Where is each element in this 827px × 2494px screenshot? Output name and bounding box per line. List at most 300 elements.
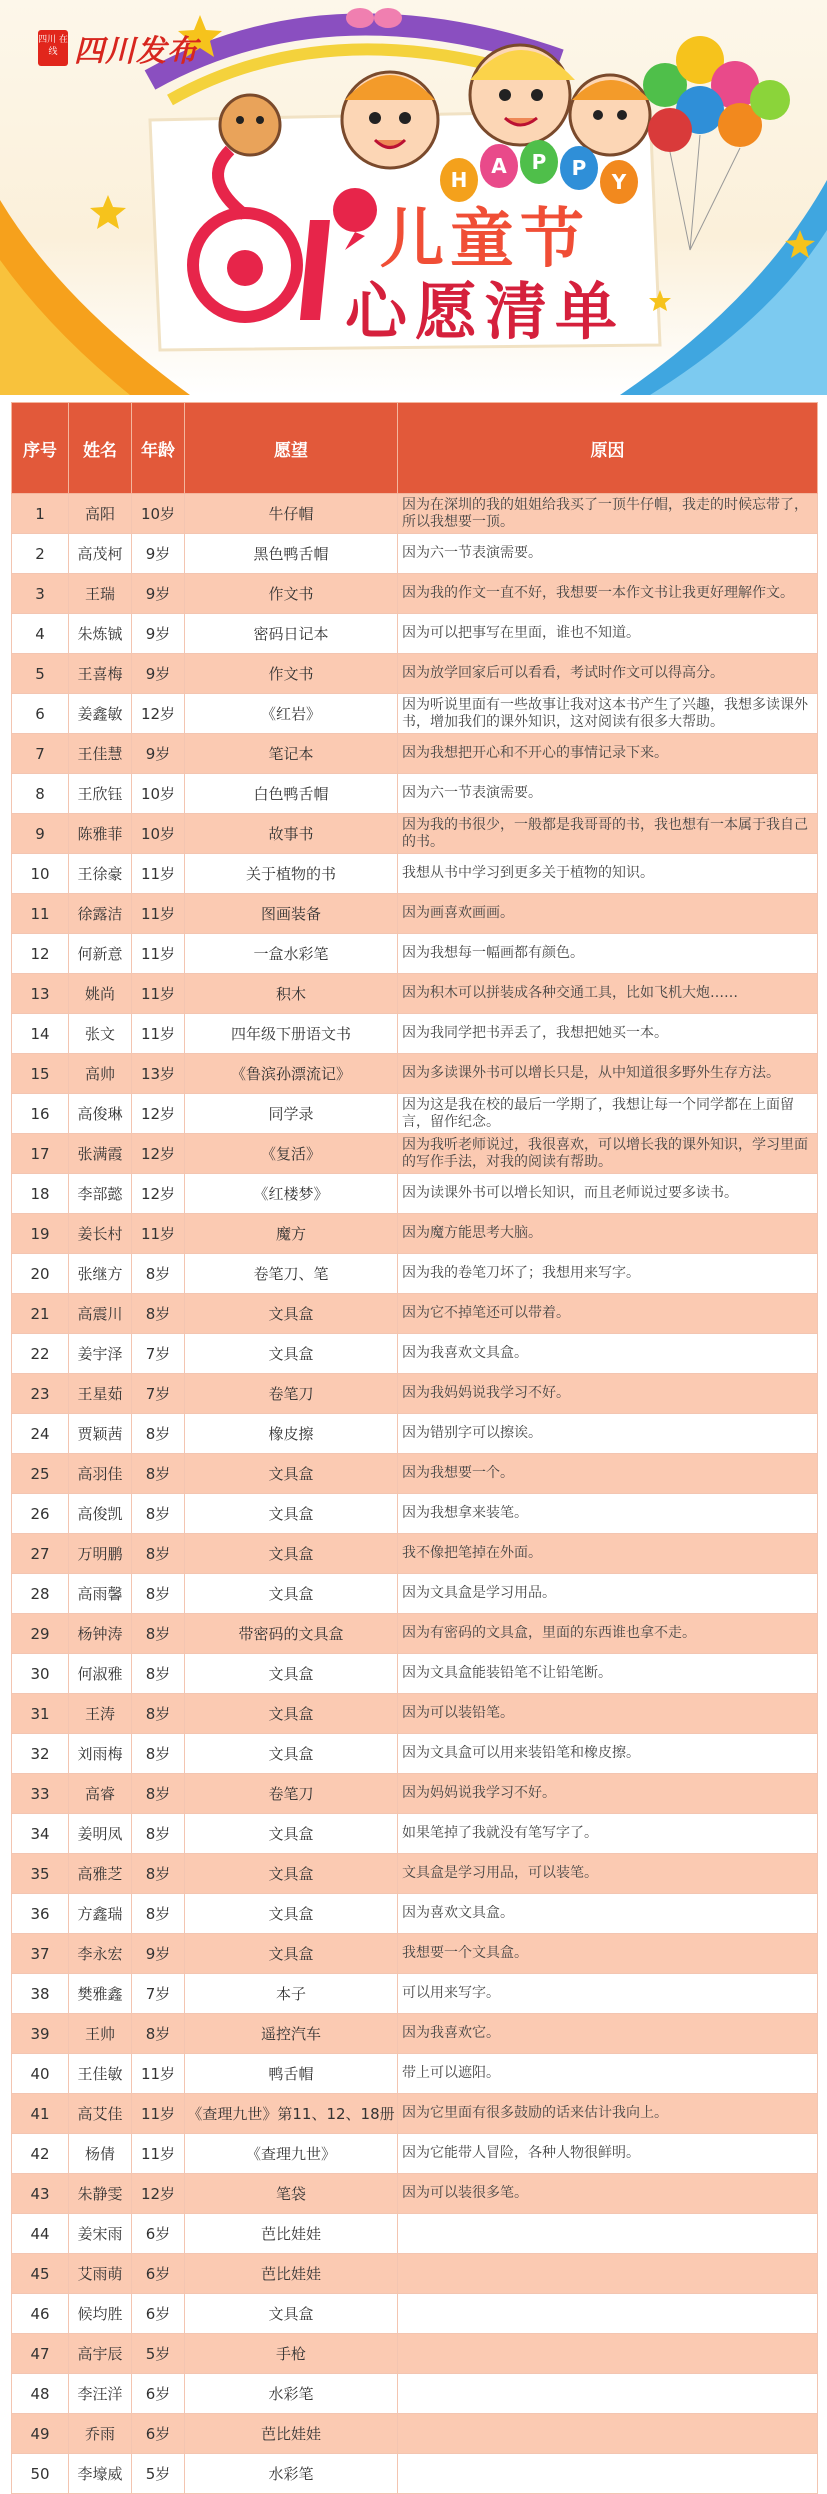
- table-row: [12, 494, 818, 534]
- cell-age: 5岁: [132, 2334, 185, 2374]
- cell-age: 8岁: [132, 1614, 185, 1654]
- cell-name: 高雅芝: [69, 1854, 132, 1894]
- cell-reason: [398, 2374, 818, 2414]
- cell-wish: 鸭舌帽: [185, 2054, 398, 2094]
- cell-age: 11岁: [132, 974, 185, 1014]
- cell-reason: 因为我的书很少，一般都是我哥哥的书，我也想有一本属于我自己的书。: [398, 814, 818, 854]
- cell-wish: 文具盒: [185, 1734, 398, 1774]
- cell-no: 24: [12, 1414, 69, 1454]
- cell-wish: 一盒水彩笔: [185, 934, 398, 974]
- cell-wish: 笔记本: [185, 734, 398, 774]
- cell-name: 何新意: [69, 934, 132, 974]
- cell-reason: 我想要一个文具盒。: [398, 1934, 818, 1974]
- cell-reason: 因为错别字可以擦诶。: [398, 1414, 818, 1454]
- cell-no: 29: [12, 1614, 69, 1654]
- cell-wish: 作文书: [185, 654, 398, 694]
- cell-wish: 《查理九世》第11、12、18册: [185, 2094, 398, 2134]
- cell-no: 35: [12, 1854, 69, 1894]
- column-header-reason: 原因: [398, 403, 818, 494]
- cell-name: 姜长村: [69, 1214, 132, 1254]
- cell-wish: 橡皮擦: [185, 1414, 398, 1454]
- cell-name: 姜明凤: [69, 1814, 132, 1854]
- table-row: [12, 1334, 818, 1374]
- table-row: [12, 1614, 818, 1654]
- cell-age: 12岁: [132, 2174, 185, 2214]
- happy-letter: Y: [600, 160, 638, 204]
- cell-name: 姚尚: [69, 974, 132, 1014]
- page-title-line2: 心愿清单: [345, 275, 626, 348]
- cell-wish: 芭比娃娃: [185, 2414, 398, 2454]
- cell-wish: 笔袋: [185, 2174, 398, 2214]
- cell-name: 王喜梅: [69, 654, 132, 694]
- cell-name: 杨倩: [69, 2134, 132, 2174]
- cell-reason: 因为我想要一个。: [398, 1454, 818, 1494]
- table-row: [12, 2334, 818, 2374]
- table-row: [12, 2414, 818, 2454]
- cell-reason: [398, 2454, 818, 2494]
- cell-no: 17: [12, 1134, 69, 1174]
- cell-age: 8岁: [132, 1454, 185, 1494]
- cell-reason: 因为我同学把书弄丢了，我想把她买一本。: [398, 1014, 818, 1054]
- table-row: [12, 774, 818, 814]
- cell-no: 6: [12, 694, 69, 734]
- cell-wish: 密码日记本: [185, 614, 398, 654]
- cell-reason: [398, 2254, 818, 2294]
- cell-no: 45: [12, 2254, 69, 2294]
- cell-reason: 因为我的作文一直不好，我想要一本作文书让我更好理解作文。: [398, 574, 818, 614]
- table-row: [12, 1854, 818, 1894]
- cell-name: 王佳慧: [69, 734, 132, 774]
- wish-list-table: [11, 402, 817, 2494]
- cell-reason: 因为多读课外书可以增长只是，从中知道很多野外生存方法。: [398, 1054, 818, 1094]
- table-row: [12, 2294, 818, 2334]
- table-row: [12, 654, 818, 694]
- cell-reason: [398, 2414, 818, 2454]
- table-row: [12, 1014, 818, 1054]
- cell-reason: 因为我喜欢它。: [398, 2014, 818, 2054]
- cell-age: 8岁: [132, 1894, 185, 1934]
- brand-name: 四川发布: [74, 34, 198, 69]
- cell-name: 李部懿: [69, 1174, 132, 1214]
- cell-wish: 文具盒: [185, 1574, 398, 1614]
- table-row: [12, 1774, 818, 1814]
- cell-reason: 文具盒是学习用品，可以装笔。: [398, 1854, 818, 1894]
- cell-reason: 可以用来写字。: [398, 1974, 818, 2014]
- cell-name: 朱静雯: [69, 2174, 132, 2214]
- cell-name: 高阳: [69, 494, 132, 534]
- cell-age: 8岁: [132, 1694, 185, 1734]
- cell-wish: 同学录: [185, 1094, 398, 1134]
- table-row: [12, 1494, 818, 1534]
- cell-no: 40: [12, 2054, 69, 2094]
- cell-age: 9岁: [132, 534, 185, 574]
- cell-wish: 文具盒: [185, 2294, 398, 2334]
- cell-reason: 我想从书中学习到更多关于植物的知识。: [398, 854, 818, 894]
- cell-reason: 因为我想把开心和不开心的事情记录下来。: [398, 734, 818, 774]
- cell-wish: 文具盒: [185, 1854, 398, 1894]
- cell-name: 方鑫瑞: [69, 1894, 132, 1934]
- cell-name: 王欣钰: [69, 774, 132, 814]
- cell-age: 7岁: [132, 1334, 185, 1374]
- cell-reason: 因为我的卷笔刀坏了；我想用来写字。: [398, 1254, 818, 1294]
- cell-reason: [398, 2294, 818, 2334]
- cell-reason: 因为可以把事写在里面，谁也不知道。: [398, 614, 818, 654]
- cell-wish: 文具盒: [185, 1534, 398, 1574]
- cell-age: 9岁: [132, 574, 185, 614]
- cell-no: 49: [12, 2414, 69, 2454]
- wish-table: [11, 402, 818, 2494]
- cell-reason: 因为它里面有很多鼓励的话来估计我向上。: [398, 2094, 818, 2134]
- cell-age: 8岁: [132, 1654, 185, 1694]
- column-header-age: 年龄: [132, 403, 185, 494]
- cell-name: 朱炼铖: [69, 614, 132, 654]
- table-header-row: [12, 403, 818, 494]
- cell-no: 7: [12, 734, 69, 774]
- cell-name: 王徐豪: [69, 854, 132, 894]
- cell-wish: 积木: [185, 974, 398, 1014]
- cell-no: 5: [12, 654, 69, 694]
- cell-no: 23: [12, 1374, 69, 1414]
- cell-no: 19: [12, 1214, 69, 1254]
- cell-name: 高羽佳: [69, 1454, 132, 1494]
- table-row: [12, 1654, 818, 1694]
- cell-name: 王瑞: [69, 574, 132, 614]
- cell-name: 王星茹: [69, 1374, 132, 1414]
- page-title-line1: 儿童节: [380, 203, 590, 277]
- cell-reason: 因为可以装铅笔。: [398, 1694, 818, 1734]
- column-header-name: 姓名: [69, 403, 132, 494]
- cell-no: 31: [12, 1694, 69, 1734]
- brand: [38, 26, 198, 70]
- cell-age: 11岁: [132, 1014, 185, 1054]
- cell-reason: [398, 2334, 818, 2374]
- cell-reason: 带上可以遮阳。: [398, 2054, 818, 2094]
- table-row: [12, 614, 818, 654]
- cell-age: 11岁: [132, 934, 185, 974]
- cell-wish: 文具盒: [185, 1894, 398, 1934]
- cell-no: 36: [12, 1894, 69, 1934]
- cell-name: 高宇辰: [69, 2334, 132, 2374]
- cell-wish: 作文书: [185, 574, 398, 614]
- cell-no: 46: [12, 2294, 69, 2334]
- cell-name: 樊雅鑫: [69, 1974, 132, 2014]
- cell-reason: 因为妈妈说我学习不好。: [398, 1774, 818, 1814]
- cell-wish: 白色鸭舌帽: [185, 774, 398, 814]
- table-row: [12, 1934, 818, 1974]
- cell-reason: 因为魔方能思考大脑。: [398, 1214, 818, 1254]
- cell-wish: 《复活》: [185, 1134, 398, 1174]
- cell-age: 8岁: [132, 2014, 185, 2054]
- cell-name: 高震川: [69, 1294, 132, 1334]
- cell-no: 8: [12, 774, 69, 814]
- cell-no: 43: [12, 2174, 69, 2214]
- cell-no: 39: [12, 2014, 69, 2054]
- cell-name: 艾雨萌: [69, 2254, 132, 2294]
- cell-wish: 卷笔刀: [185, 1374, 398, 1414]
- cell-age: 10岁: [132, 774, 185, 814]
- cell-wish: 芭比娃娃: [185, 2214, 398, 2254]
- cell-reason: 因为这是我在校的最后一学期了，我想让每一个同学都在上面留言，留作纪念。: [398, 1094, 818, 1134]
- cell-name: 姜宇泽: [69, 1334, 132, 1374]
- cell-no: 13: [12, 974, 69, 1014]
- cell-age: 8岁: [132, 1574, 185, 1614]
- cell-no: 32: [12, 1734, 69, 1774]
- cell-no: 18: [12, 1174, 69, 1214]
- cell-reason: 因为画喜欢画画。: [398, 894, 818, 934]
- cell-wish: 魔方: [185, 1214, 398, 1254]
- brand-logo: 四川 在线: [38, 30, 68, 66]
- table-row: [12, 1214, 818, 1254]
- table-row: [12, 2454, 818, 2494]
- happy-letter: H: [440, 158, 478, 202]
- cell-age: 12岁: [132, 694, 185, 734]
- cell-age: 8岁: [132, 1534, 185, 1574]
- cell-no: 38: [12, 1974, 69, 2014]
- cell-no: 47: [12, 2334, 69, 2374]
- cell-name: 高俊凯: [69, 1494, 132, 1534]
- table-row: [12, 1894, 818, 1934]
- cell-no: 48: [12, 2374, 69, 2414]
- table-row: [12, 1254, 818, 1294]
- cell-age: 5岁: [132, 2454, 185, 2494]
- cell-age: 9岁: [132, 1934, 185, 1974]
- cell-name: 高帅: [69, 1054, 132, 1094]
- cell-wish: 遥控汽车: [185, 2014, 398, 2054]
- table-row: [12, 734, 818, 774]
- cell-age: 6岁: [132, 2254, 185, 2294]
- cell-name: 高茂柯: [69, 534, 132, 574]
- table-body: [12, 494, 818, 2494]
- cell-wish: 卷笔刀: [185, 1774, 398, 1814]
- cell-wish: 文具盒: [185, 1494, 398, 1534]
- cell-no: 22: [12, 1334, 69, 1374]
- cell-age: 8岁: [132, 1494, 185, 1534]
- cell-wish: 《鲁滨孙漂流记》: [185, 1054, 398, 1094]
- cell-age: 8岁: [132, 1814, 185, 1854]
- happy-letter: A: [480, 144, 518, 188]
- cell-reason: [398, 2214, 818, 2254]
- cell-age: 6岁: [132, 2214, 185, 2254]
- cell-no: 2: [12, 534, 69, 574]
- cell-wish: 文具盒: [185, 1334, 398, 1374]
- cell-no: 10: [12, 854, 69, 894]
- cell-reason: 因为积木可以拼装成各种交通工具，比如飞机大炮……: [398, 974, 818, 1014]
- table-row: [12, 934, 818, 974]
- cell-age: 10岁: [132, 494, 185, 534]
- happy-letter: P: [560, 146, 598, 190]
- table-row: [12, 974, 818, 1014]
- cell-reason: 如果笔掉了我就没有笔写字了。: [398, 1814, 818, 1854]
- cell-name: 候均胜: [69, 2294, 132, 2334]
- cell-wish: 文具盒: [185, 1814, 398, 1854]
- cell-no: 11: [12, 894, 69, 934]
- column-header-no: 序号: [12, 403, 69, 494]
- cell-wish: 文具盒: [185, 1654, 398, 1694]
- cell-age: 8岁: [132, 1414, 185, 1454]
- cell-no: 42: [12, 2134, 69, 2174]
- table-row: [12, 1174, 818, 1214]
- cell-name: 高艾佳: [69, 2094, 132, 2134]
- cell-no: 3: [12, 574, 69, 614]
- cell-reason: 因为在深圳的我的姐姐给我买了一顶牛仔帽，我走的时候忘带了，所以我想要一顶。: [398, 494, 818, 534]
- cell-name: 张文: [69, 1014, 132, 1054]
- table-row: [12, 1374, 818, 1414]
- cell-age: 10岁: [132, 814, 185, 854]
- cell-no: 15: [12, 1054, 69, 1094]
- cell-reason: 因为我想每一幅画都有颜色。: [398, 934, 818, 974]
- cell-wish: 文具盒: [185, 1694, 398, 1734]
- cell-age: 11岁: [132, 2134, 185, 2174]
- cell-name: 姜鑫敏: [69, 694, 132, 734]
- table-row: [12, 1534, 818, 1574]
- cell-name: 陈雅菲: [69, 814, 132, 854]
- cell-wish: 《红楼梦》: [185, 1174, 398, 1214]
- banner: [0, 0, 827, 395]
- table-row: [12, 2214, 818, 2254]
- cell-wish: 卷笔刀、笔: [185, 1254, 398, 1294]
- table-row: [12, 894, 818, 934]
- cell-wish: 黑色鸭舌帽: [185, 534, 398, 574]
- cell-reason: 因为有密码的文具盒，里面的东西谁也拿不走。: [398, 1614, 818, 1654]
- cell-name: 张满霞: [69, 1134, 132, 1174]
- table-row: [12, 2374, 818, 2414]
- cell-wish: 关于植物的书: [185, 854, 398, 894]
- table-row: [12, 1974, 818, 2014]
- cell-no: 1: [12, 494, 69, 534]
- cell-wish: 文具盒: [185, 1454, 398, 1494]
- cell-reason: 因为六一节表演需要。: [398, 774, 818, 814]
- cell-wish: 本子: [185, 1974, 398, 2014]
- cell-wish: 手枪: [185, 2334, 398, 2374]
- cell-wish: 牛仔帽: [185, 494, 398, 534]
- cell-wish: 故事书: [185, 814, 398, 854]
- cell-name: 乔雨: [69, 2414, 132, 2454]
- table-row: [12, 1574, 818, 1614]
- cell-age: 12岁: [132, 1134, 185, 1174]
- cell-age: 8岁: [132, 1734, 185, 1774]
- cell-age: 6岁: [132, 2294, 185, 2334]
- cell-reason: 因为文具盒可以用来装铅笔和橡皮擦。: [398, 1734, 818, 1774]
- cell-no: 27: [12, 1534, 69, 1574]
- cell-no: 33: [12, 1774, 69, 1814]
- cell-no: 44: [12, 2214, 69, 2254]
- cell-no: 9: [12, 814, 69, 854]
- cell-age: 11岁: [132, 2094, 185, 2134]
- cell-reason: 因为我喜欢文具盒。: [398, 1334, 818, 1374]
- cell-no: 21: [12, 1294, 69, 1334]
- cell-age: 11岁: [132, 1214, 185, 1254]
- cell-no: 28: [12, 1574, 69, 1614]
- table-row: [12, 1814, 818, 1854]
- table-row: [12, 2094, 818, 2134]
- cell-name: 王佳敏: [69, 2054, 132, 2094]
- cell-name: 王涛: [69, 1694, 132, 1734]
- cell-wish: 文具盒: [185, 1294, 398, 1334]
- cell-reason: 因为喜欢文具盒。: [398, 1894, 818, 1934]
- cell-reason: 因为它不掉笔还可以带着。: [398, 1294, 818, 1334]
- cell-no: 34: [12, 1814, 69, 1854]
- cell-wish: 《红岩》: [185, 694, 398, 734]
- cell-wish: 水彩笔: [185, 2454, 398, 2494]
- table-row: [12, 2014, 818, 2054]
- cell-age: 8岁: [132, 1854, 185, 1894]
- cell-wish: 《查理九世》: [185, 2134, 398, 2174]
- cell-name: 李永宏: [69, 1934, 132, 1974]
- cell-age: 9岁: [132, 614, 185, 654]
- table-row: [12, 2254, 818, 2294]
- cell-name: 刘雨梅: [69, 1734, 132, 1774]
- cell-age: 11岁: [132, 854, 185, 894]
- cell-no: 41: [12, 2094, 69, 2134]
- cell-wish: 水彩笔: [185, 2374, 398, 2414]
- cell-age: 7岁: [132, 1374, 185, 1414]
- cell-name: 李汪洋: [69, 2374, 132, 2414]
- cell-age: 11岁: [132, 894, 185, 934]
- cell-reason: 因为我想拿来装笔。: [398, 1494, 818, 1534]
- cell-age: 6岁: [132, 2374, 185, 2414]
- cell-no: 26: [12, 1494, 69, 1534]
- cell-age: 11岁: [132, 2054, 185, 2094]
- cell-no: 16: [12, 1094, 69, 1134]
- table-row: [12, 1294, 818, 1334]
- cell-reason: 因为我妈妈说我学习不好。: [398, 1374, 818, 1414]
- table-row: [12, 854, 818, 894]
- cell-reason: 因为它能带人冒险，各种人物很鲜明。: [398, 2134, 818, 2174]
- cell-reason: 因为读课外书可以增长知识，而且老师说过要多读书。: [398, 1174, 818, 1214]
- cell-name: 高雨馨: [69, 1574, 132, 1614]
- cell-wish: 四年级下册语文书: [185, 1014, 398, 1054]
- table-row: [12, 814, 818, 854]
- cell-name: 高俊琳: [69, 1094, 132, 1134]
- cell-age: 13岁: [132, 1054, 185, 1094]
- table-row: [12, 1694, 818, 1734]
- cell-no: 25: [12, 1454, 69, 1494]
- cell-reason: 因为放学回家后可以看看，考试时作文可以得高分。: [398, 654, 818, 694]
- cell-wish: 图画装备: [185, 894, 398, 934]
- table-row: [12, 2174, 818, 2214]
- cell-name: 何淑雅: [69, 1654, 132, 1694]
- cell-wish: 带密码的文具盒: [185, 1614, 398, 1654]
- balloons-illustration: [643, 36, 790, 250]
- cell-no: 50: [12, 2454, 69, 2494]
- table-row: [12, 1734, 818, 1774]
- cell-name: 贾颖茜: [69, 1414, 132, 1454]
- cell-age: 8岁: [132, 1774, 185, 1814]
- cell-wish: 文具盒: [185, 1934, 398, 1974]
- table-row: [12, 1094, 818, 1134]
- cell-reason: 因为听说里面有一些故事让我对这本书产生了兴趣，我想多读课外书，增加我们的课外知识，这对阅读有很多大帮助。: [398, 694, 818, 734]
- cell-no: 12: [12, 934, 69, 974]
- cell-reason: 因为可以装很多笔。: [398, 2174, 818, 2214]
- table-row: [12, 534, 818, 574]
- cell-name: 徐露洁: [69, 894, 132, 934]
- cell-age: 12岁: [132, 1174, 185, 1214]
- cell-age: 8岁: [132, 1294, 185, 1334]
- table-row: [12, 574, 818, 614]
- cell-reason: 因为文具盒是学习用品。: [398, 1574, 818, 1614]
- cell-wish: 芭比娃娃: [185, 2254, 398, 2294]
- table-row: [12, 694, 818, 734]
- cell-no: 14: [12, 1014, 69, 1054]
- cell-reason: 因为六一节表演需要。: [398, 534, 818, 574]
- cell-no: 37: [12, 1934, 69, 1974]
- cell-no: 30: [12, 1654, 69, 1694]
- cell-name: 王帅: [69, 2014, 132, 2054]
- table-row: [12, 1414, 818, 1454]
- table-row: [12, 2134, 818, 2174]
- cell-reason: 我不像把笔掉在外面。: [398, 1534, 818, 1574]
- cell-age: 9岁: [132, 654, 185, 694]
